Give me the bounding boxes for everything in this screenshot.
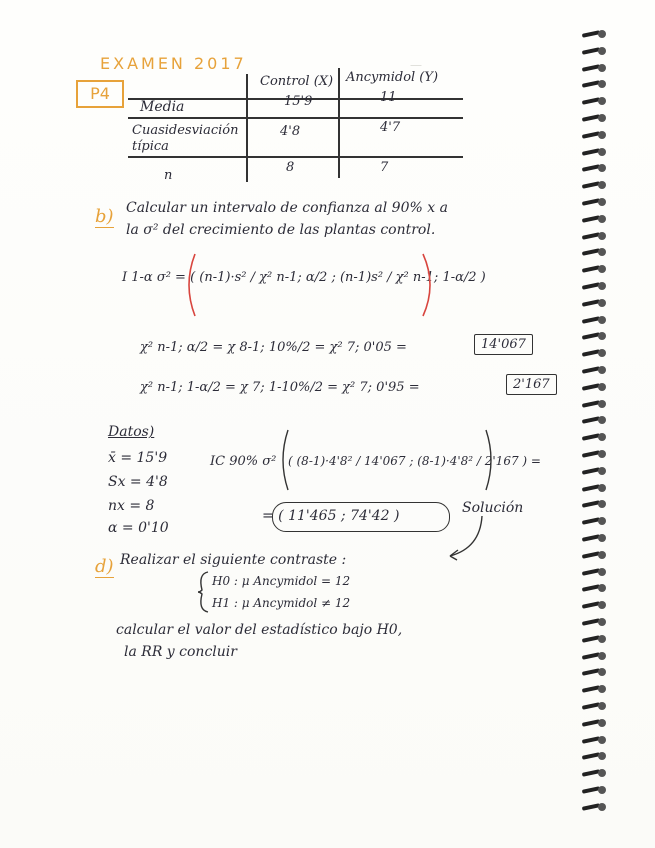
ic-result-circle bbox=[272, 502, 450, 532]
ic-label: IC 90% σ² bbox=[210, 454, 277, 469]
spiral-ring bbox=[582, 416, 606, 424]
spiral-ring bbox=[582, 467, 606, 475]
datos-n: nx = 8 bbox=[108, 498, 155, 514]
exam-title: EXAMEN 2017 bbox=[100, 54, 247, 73]
spiral-ring bbox=[582, 282, 606, 290]
hypothesis-brace bbox=[196, 570, 210, 614]
problem-label: P4 bbox=[76, 80, 124, 108]
row-label-cuasidesviacion: Cuasidesviación típica bbox=[132, 123, 239, 154]
spiral-ring bbox=[582, 769, 606, 777]
cell-sd-control: 4'8 bbox=[280, 124, 301, 139]
spiral-ring bbox=[582, 551, 606, 559]
null-hypothesis: H0 : μ Ancymidol = 12 bbox=[212, 574, 351, 588]
datos-mean: x̄ = 15'9 bbox=[108, 450, 168, 466]
row-label-media: Media bbox=[140, 99, 185, 115]
chi-square-line-2: χ² n-1; 1-α/2 = χ 7; 1-10%/2 = χ² 7; 0'95 = bbox=[140, 380, 420, 395]
spiral-ring bbox=[582, 584, 606, 592]
chi-square-value-2: 2'167 bbox=[506, 374, 557, 395]
spiral-ring bbox=[582, 534, 606, 542]
spiral-ring bbox=[582, 702, 606, 710]
ci-variance-formula: I 1-α σ² = ( (n-1)·s² / χ² n-1; α/2 ; (n-1)s² / χ² n-1; 1-α/2 ) bbox=[122, 270, 486, 285]
chi-square-value-1: 14'067 bbox=[474, 334, 533, 355]
part-d-statement-line2: calcular el valor del estadístico bajo H0, bbox=[116, 622, 403, 638]
cell-n-ancymidol: 7 bbox=[380, 160, 389, 175]
cell-n-control: 8 bbox=[286, 160, 295, 175]
ic-brackets bbox=[280, 428, 496, 492]
solution-arrow bbox=[430, 512, 490, 562]
alt-hypothesis: H1 : μ Ancymidol ≠ 12 bbox=[212, 596, 351, 610]
datos-title: Datos) bbox=[108, 424, 155, 440]
spiral-binding bbox=[582, 30, 612, 820]
spiral-ring bbox=[582, 803, 606, 811]
part-d-statement-line3: la RR y concluir bbox=[124, 644, 237, 660]
spiral-ring bbox=[582, 601, 606, 609]
datos-alpha: α = 0'10 bbox=[108, 520, 169, 536]
spiral-ring bbox=[582, 30, 606, 38]
spiral-ring bbox=[582, 433, 606, 441]
spiral-ring bbox=[582, 47, 606, 55]
spiral-ring bbox=[582, 181, 606, 189]
spiral-ring bbox=[582, 97, 606, 105]
spiral-ring bbox=[582, 450, 606, 458]
part-d-marker: d) bbox=[95, 556, 114, 577]
solution-label: Solución bbox=[462, 500, 524, 516]
spiral-ring bbox=[582, 198, 606, 206]
ic-formula: ( (8-1)·4'8² / 14'067 ; (8-1)·4'8² / 2'167 ) = bbox=[288, 454, 541, 468]
ic-result: = ( 11'465 ; 74'42 ) bbox=[262, 508, 400, 524]
bleed-through-text: — bbox=[410, 58, 422, 72]
spiral-ring bbox=[582, 164, 606, 172]
part-b-statement-line1: Calcular un intervalo de confianza al 90% x a bbox=[126, 200, 448, 216]
spiral-ring bbox=[582, 668, 606, 676]
table-col-rule bbox=[338, 68, 340, 178]
row-label-n: n bbox=[164, 168, 173, 183]
spiral-ring bbox=[582, 332, 606, 340]
table-col-rule bbox=[246, 74, 248, 182]
spiral-ring bbox=[582, 652, 606, 660]
chi-square-line-1: χ² n-1; α/2 = χ 8-1; 10%/2 = χ² 7; 0'05 = bbox=[140, 340, 407, 355]
spiral-ring bbox=[582, 635, 606, 643]
data-table bbox=[128, 68, 468, 188]
spiral-ring bbox=[582, 484, 606, 492]
cell-media-control: 15'9 bbox=[284, 94, 313, 109]
col-header-control: Control (X) bbox=[260, 74, 334, 89]
spiral-ring bbox=[582, 500, 606, 508]
spiral-ring bbox=[582, 248, 606, 256]
spiral-ring bbox=[582, 148, 606, 156]
cell-sd-ancymidol: 4'7 bbox=[380, 120, 401, 135]
spiral-ring bbox=[582, 685, 606, 693]
spiral-ring bbox=[582, 215, 606, 223]
spiral-ring bbox=[582, 786, 606, 794]
formula-brackets bbox=[185, 250, 435, 320]
spiral-ring bbox=[582, 299, 606, 307]
spiral-ring bbox=[582, 752, 606, 760]
spiral-ring bbox=[582, 517, 606, 525]
datos-sd: Sx = 4'8 bbox=[108, 474, 168, 490]
spiral-ring bbox=[582, 80, 606, 88]
spiral-ring bbox=[582, 232, 606, 240]
spiral-ring bbox=[582, 131, 606, 139]
spiral-ring bbox=[582, 568, 606, 576]
spiral-ring bbox=[582, 114, 606, 122]
spiral-ring bbox=[582, 265, 606, 273]
spiral-ring bbox=[582, 618, 606, 626]
part-b-statement-line2: la σ² del crecimiento de las plantas control. bbox=[126, 222, 436, 238]
spiral-ring bbox=[582, 64, 606, 72]
spiral-ring bbox=[582, 719, 606, 727]
col-header-ancymidol: Ancymidol (Y) bbox=[346, 70, 439, 85]
cell-media-ancymidol: 11 bbox=[380, 90, 397, 105]
spiral-ring bbox=[582, 316, 606, 324]
part-d-statement-line1: Realizar el siguiente contraste : bbox=[120, 552, 347, 568]
table-row-rule bbox=[128, 117, 463, 119]
spiral-ring bbox=[582, 383, 606, 391]
spiral-ring bbox=[582, 366, 606, 374]
part-b-marker: b) bbox=[95, 206, 114, 227]
spiral-ring bbox=[582, 349, 606, 357]
spiral-ring bbox=[582, 736, 606, 744]
spiral-ring bbox=[582, 400, 606, 408]
table-row-rule bbox=[128, 156, 463, 158]
